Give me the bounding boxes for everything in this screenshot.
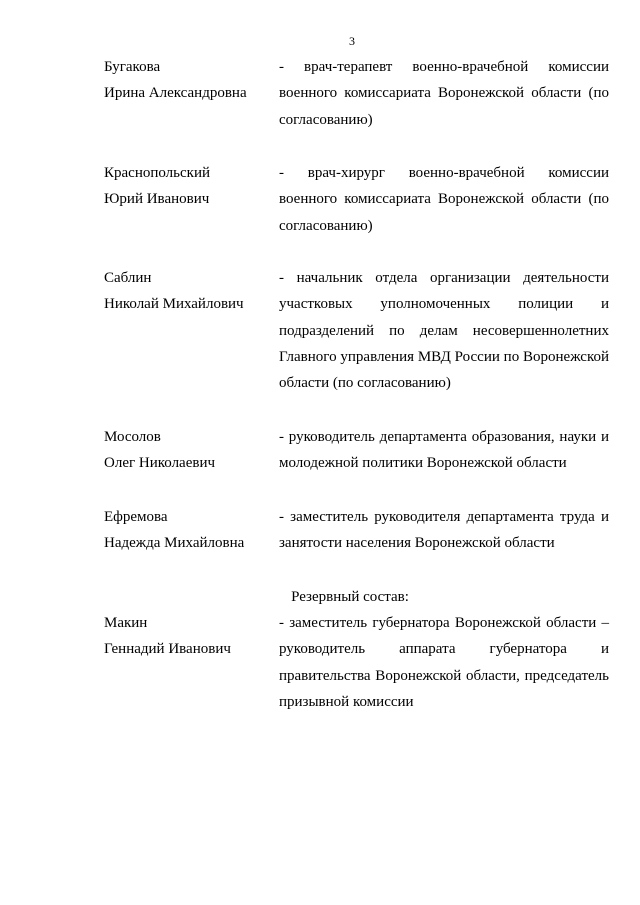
member-name [104, 424, 274, 477]
member-name [104, 265, 274, 318]
member-given-name: Геннадий Иванович [104, 641, 231, 658]
member-given-name: Юрий Иванович [104, 191, 210, 208]
member-surname: Саблин [104, 270, 152, 286]
page-number: 3 [349, 34, 355, 48]
member-surname: Мосолов [104, 429, 161, 445]
member-surname: Макин [104, 615, 148, 631]
member-surname: Ефремова [104, 509, 168, 525]
member-role: - начальник отдела организации деятельности участковых уполномоченных полиции и подразделений по делам несовершеннолетних Главного управления МВД России по Воронежской области (по согласованию) [279, 270, 609, 392]
member-given-name: Николай Михайлович [104, 296, 244, 313]
reserve-heading: Резервный состав: [291, 589, 409, 605]
member-given-name: Олег Николаевич [104, 455, 216, 472]
member-role: - врач-терапевт военно-врачебной комиссии военного комиссариата Воронежской области (по согласованию) [279, 59, 609, 128]
member-name [104, 610, 274, 663]
member-name [104, 54, 274, 107]
member-surname: Бугакова [104, 59, 161, 75]
member-role: - врач-хирург военно-врачебной комиссии военного комиссариата Воронежской области (по согласованию) [279, 165, 609, 234]
member-surname: Краснопольский [104, 165, 211, 181]
member-role: - заместитель губернатора Воронежской области – руководитель аппарата губернатора и правительства Воронежской области, председатель призывной комиссии [279, 615, 609, 710]
member-role: - руководитель департамента образования, науки и молодежной политики Воронежской области [279, 429, 609, 472]
member-role: - заместитель руководителя департамента труда и занятости населения Воронежской области [279, 509, 609, 552]
member-given-name: Ирина Александровна [104, 85, 247, 102]
member-name [104, 504, 274, 557]
member-name [104, 160, 274, 213]
member-given-name: Надежда Михайловна [104, 535, 245, 552]
